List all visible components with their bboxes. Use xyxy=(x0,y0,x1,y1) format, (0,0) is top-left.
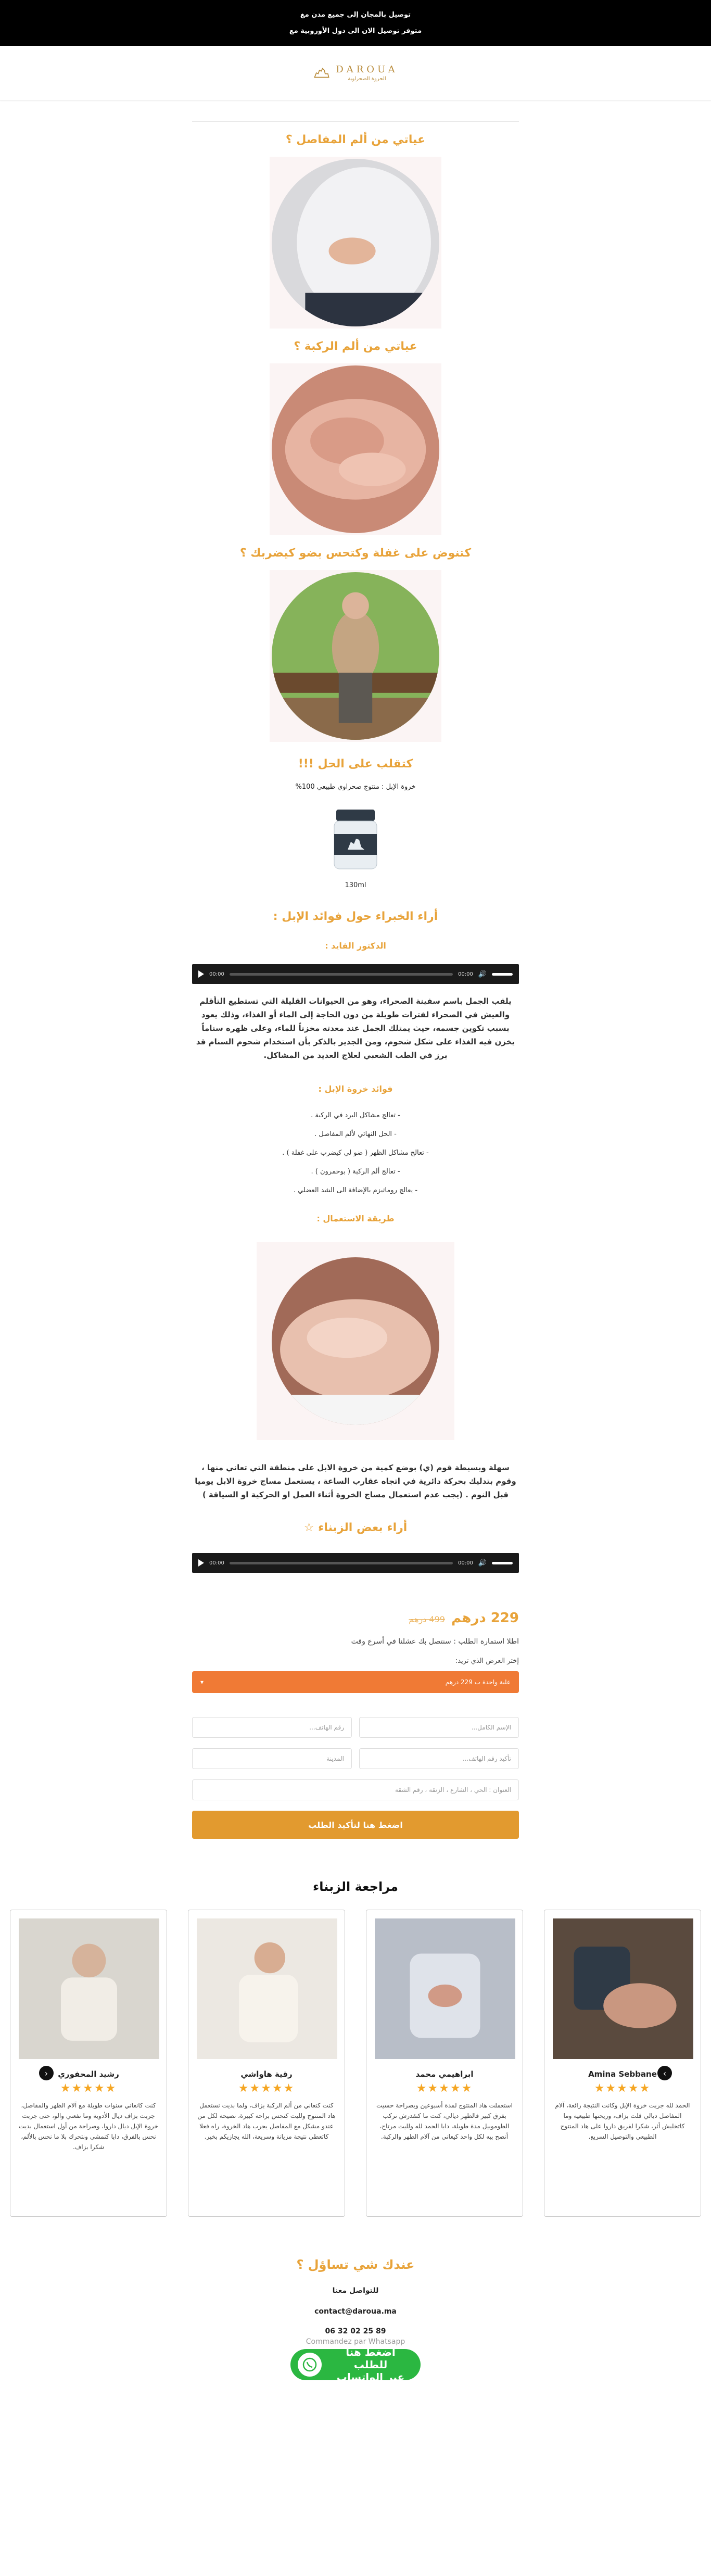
volume-icon[interactable]: 🔊 xyxy=(478,1559,487,1567)
reviewer-name: Amina Sebbane xyxy=(588,2069,657,2079)
reviewer-name: رقية هاواشي xyxy=(240,2069,293,2079)
review-text: استعملت هاد المنتوج لمدة أسبوعين وبصراحة حسيت بفرق كبير فالظهر ديالي، كنت ما كنقدرش نركب الطوموبيل مدة طويلة، دابا الحمد لله ولليت مرتاح، أنصح بيه لكل واحد كيعاني من آلام الظهر والركبة. xyxy=(376,2102,513,2140)
audio-duration: 00:00 xyxy=(458,1560,473,1566)
product-description: خروة الإبل : منتوج صحراوي طبيعي 100% xyxy=(295,783,416,791)
audio-progress-bar[interactable] xyxy=(230,973,453,976)
benefits-list xyxy=(0,1106,711,1200)
volume-slider[interactable] xyxy=(492,1562,513,1564)
full-name-input[interactable]: الإسم الكامل... xyxy=(359,1717,519,1738)
contact-phone[interactable]: 06 32 02 25 89 xyxy=(325,2327,386,2335)
play-icon[interactable] xyxy=(198,970,204,978)
star-rating-icon: ★★★★★ xyxy=(416,2082,473,2095)
chevron-down-icon: ▾ xyxy=(200,1678,204,1686)
reviewer-photo xyxy=(553,1918,693,2059)
audio-duration: 00:00 xyxy=(458,971,473,977)
doctor-text: يلقب الجمل باسم سفينة الصحراء، وهو من الحيوانات القليلة التي تستطيع التأقلم والعيش في الصحراء لفترات طويلة من دون الحاجة إلى الماء أو الغذاء، وذلك يعود بسبب تكوين جسمه، حيث يمتلك الجمل عند معدته مخزناً للماء، وعلى ظهره سناماً يخزن فيه الغذاء على شكل شحوم، ومن الجدير بالذكر بأن استخدام شحوم السنام قد برز في الطب الشعبي لعلاج العديد من المشاكل. xyxy=(196,996,515,1060)
review-card xyxy=(366,1910,523,2217)
logo-tagline: الحروة الصحراوية xyxy=(348,76,386,82)
city-input[interactable]: المدينة xyxy=(192,1748,352,1769)
benefit-item: - الحل النهائي لألم المفاصل . xyxy=(314,1130,397,1138)
customers-audio-player[interactable] xyxy=(192,1553,519,1573)
phone-confirm-input[interactable]: تأكيد رقم الهاتف... xyxy=(359,1748,519,1769)
star-rating-icon: ★★★★★ xyxy=(60,2082,117,2095)
price-old: 499 درهم xyxy=(409,1614,445,1624)
announcement-line-1: توصيل بالمجان إلى جميع مدن مغ xyxy=(300,11,411,19)
usage-image-card xyxy=(257,1242,454,1440)
order-note: اطلا استمارة الطلب : سنتصل بك عشلنا في أسرع وقت xyxy=(351,1637,519,1646)
whatsapp-button-line-2: عبر الواتساب xyxy=(336,2371,405,2383)
back-pain-image xyxy=(272,572,439,740)
announcement-bar xyxy=(0,0,711,46)
price-row xyxy=(192,1610,519,1626)
whatsapp-icon xyxy=(298,2353,322,2377)
carousel-prev-arrow-icon[interactable]: ‹ xyxy=(39,2066,54,2080)
reviewer-photo xyxy=(19,1918,159,2059)
reviews-carousel xyxy=(0,1910,711,2217)
doctor-label: الدكتور الفايد : xyxy=(325,941,386,951)
divider xyxy=(192,121,519,122)
play-icon[interactable] xyxy=(198,1559,204,1567)
offer-selected-value: علبة واحدة ب 229 درهم xyxy=(445,1678,511,1686)
doctor-audio-player[interactable] xyxy=(192,964,519,984)
product-jar-image xyxy=(327,805,384,873)
product-size: 130ml xyxy=(345,881,366,889)
order-form xyxy=(192,1717,519,1769)
usage-title: طريقة الاستعمال : xyxy=(316,1214,395,1223)
audio-progress-bar[interactable] xyxy=(230,1562,453,1564)
whatsapp-caption: Commandez par Whatsapp xyxy=(306,2338,405,2346)
question-back-pain: كتنوض على غفلة وكتحس بضو كيضربك ؟ xyxy=(239,547,472,560)
volume-slider[interactable] xyxy=(492,973,513,976)
phone-input[interactable]: رقم الهاتف... xyxy=(192,1717,352,1738)
camel-logo-icon xyxy=(313,64,331,82)
reviewer-name: رشيد المحفوري xyxy=(58,2069,119,2079)
audio-current-time: 00:00 xyxy=(209,971,224,977)
offer-prompt: إختر العرض الذي تريد: xyxy=(455,1657,519,1665)
reviews-title: مراجعة الزبناء xyxy=(312,1879,399,1894)
usage-text: سهلة وبسيطة قوم (ي) بوضع كمية من خروة الابل على منطقة التي تعاني منها ، وقوم بتدليك بحركة دائرية في اتجاه عقارب الساعة ، يستعمل مساج خروة الابل يوميا قبل النوم . (يجب عدم استعمال مساج الخروة أثناء العمل او الحركية او السياقة ) xyxy=(195,1463,516,1499)
review-text: كنت كنعاني من ألم الركبة بزاف، ولما بديت نستعمل هاد المنتوج ولليت كنحس براحة كبيرة، نصيحة لكل من عندو مشكل مع المفاصل يجرب هاد الخروة، راه فعلا كاتعطي نتيجة مزيانة وسريعة، الله يجازيكم بخير. xyxy=(197,2102,336,2140)
offer-select[interactable] xyxy=(192,1671,519,1693)
knee-pain-image xyxy=(272,365,439,533)
joint-pain-image xyxy=(272,159,439,326)
benefit-item: - يعالج روماتيزم بالإضافة الى الشد العضلي . xyxy=(293,1186,418,1194)
star-rating-icon: ★★★★★ xyxy=(238,2082,295,2095)
whatsapp-button-line-1: اضغط هنا للطلب xyxy=(346,2346,396,2371)
review-card xyxy=(544,1910,701,2217)
reviewer-name: ابراهيمي محمد xyxy=(415,2069,474,2079)
contact-label: للتواصل معنا xyxy=(332,2287,379,2295)
price-current: 229 درهم xyxy=(451,1610,519,1626)
experts-title: أراء الخبراء حول فوائد الإبل : xyxy=(273,910,438,923)
reviewer-photo xyxy=(197,1918,337,2059)
address-input[interactable]: العنوان : الحي ، الشارع ، الزنقة ، رقم الشقة xyxy=(192,1779,519,1800)
solution-title: كتقلب على الحل !!! xyxy=(298,757,413,771)
benefit-item: - تعالج مشاكل الظهر ( ضو لي كيضرب على غفلة ) . xyxy=(282,1149,429,1157)
review-text: كنت كانعاني سنوات طويلة مع آلام الظهر والمفاصل، جربت بزاف ديال الأدوية وما نفعني والو، حتى جربت خروة الإبل ديال داروا، وصراحة من أول استعمال بديت نحس بالفرق، دابا كنمشي ونتحرك بلا ما نحس بالألم، شكرا بزاف. xyxy=(19,2102,158,2151)
whatsapp-order-button[interactable] xyxy=(290,2346,421,2383)
site-header xyxy=(0,46,711,100)
review-card xyxy=(10,1910,167,2217)
question-joint-pain: عياتي من ألم المفاصل ؟ xyxy=(285,133,426,146)
review-card xyxy=(188,1910,345,2217)
reviewer-photo xyxy=(375,1918,515,2059)
question-knee-pain: عياتي من ألم الركبة ؟ xyxy=(294,340,417,353)
contact-email[interactable]: contact@daroua.ma xyxy=(314,2307,397,2316)
joint-pain-image-card xyxy=(270,157,441,329)
customers-opinions-title: أراء بعض الزبناء ☆ xyxy=(303,1521,408,1534)
knee-pain-image-card xyxy=(270,363,441,535)
benefit-item: - تعالج مشاكل البرد في الركبة . xyxy=(311,1112,400,1119)
announcement-line-2: متوفر توصيل الان الى دول الأوروبية مع xyxy=(289,27,422,35)
faq-title: عندك شي تساؤل ؟ xyxy=(296,2257,415,2272)
usage-image xyxy=(272,1257,439,1425)
submit-order-button[interactable]: اضغط هنا لتأكيد الطلب xyxy=(192,1811,519,1839)
benefit-item: - تعالج ألم الركبة ( بوحمرون ) . xyxy=(311,1168,400,1176)
back-pain-image-card xyxy=(270,570,441,742)
carousel-next-arrow-icon[interactable]: › xyxy=(657,2066,672,2080)
volume-icon[interactable]: 🔊 xyxy=(478,970,487,978)
star-rating-icon: ★★★★★ xyxy=(594,2082,651,2095)
site-logo[interactable] xyxy=(313,64,398,82)
logo-wordmark: DAROUA xyxy=(336,64,398,75)
audio-current-time: 00:00 xyxy=(209,1560,224,1566)
benefits-title: فوائد خروة الإبل : xyxy=(318,1084,393,1094)
review-text: الحمد لله جربت خروة الإبل وكانت النتيجة رائعة، آلام المفاصل ديالي قلت بزاف، وريحتها طبيعية وما كاتخليش أثر، شكرا لفريق داروا على هاد المنتوج الطبيعي والتوصيل السريع. xyxy=(555,2102,690,2140)
